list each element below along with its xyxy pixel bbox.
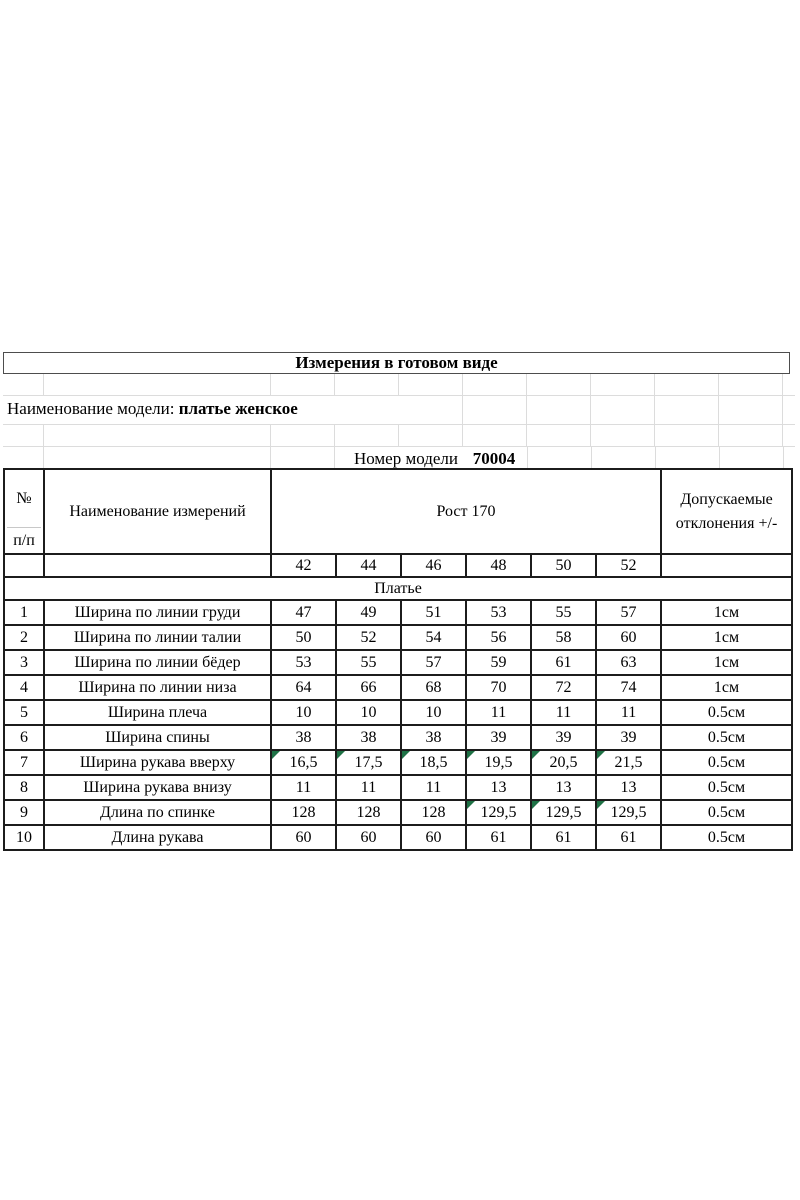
tolerance-value: 1см: [661, 650, 792, 675]
size-value-flagged: 21,5: [596, 750, 661, 775]
empty-cell: [4, 554, 44, 577]
table-row: [4, 700, 792, 725]
size-value: 57: [401, 650, 466, 675]
size-value: 13: [531, 775, 596, 800]
size-value: 55: [531, 600, 596, 625]
size-value-flagged: 18,5: [401, 750, 466, 775]
table-row: [4, 650, 792, 675]
size-value: 128: [271, 800, 336, 825]
model-name-value: платье женское: [178, 399, 298, 418]
model-number-label: Номер модели: [353, 449, 458, 468]
empty-cell: [44, 554, 271, 577]
tolerance-value: 1см: [661, 600, 792, 625]
size-value: 38: [401, 725, 466, 750]
size-value: 128: [401, 800, 466, 825]
size-value: 13: [466, 775, 531, 800]
size-value: 11: [336, 775, 401, 800]
size-header: 52: [596, 554, 661, 577]
measurement-name: Ширина по линии низа: [44, 675, 271, 700]
gridline-band: [3, 424, 795, 446]
size-value: 38: [336, 725, 401, 750]
size-value: 55: [336, 650, 401, 675]
row-number: 9: [4, 800, 44, 825]
row-number: 4: [4, 675, 44, 700]
col-header-num: [4, 469, 44, 554]
row-number: 2: [4, 625, 44, 650]
size-value: 56: [466, 625, 531, 650]
table-row: [4, 625, 792, 650]
table-row: [4, 775, 792, 800]
col-header-height-group: Рост 170: [271, 469, 661, 554]
size-value: 57: [596, 600, 661, 625]
size-value: 68: [401, 675, 466, 700]
measurement-name: Ширина спины: [44, 725, 271, 750]
size-value: 59: [466, 650, 531, 675]
size-value: 10: [401, 700, 466, 725]
size-value: 61: [531, 825, 596, 850]
measurements-table: [3, 468, 793, 851]
size-value: 39: [596, 725, 661, 750]
size-value-flagged: 16,5: [271, 750, 336, 775]
size-value: 38: [271, 725, 336, 750]
size-header: 44: [336, 554, 401, 577]
size-value: 60: [336, 825, 401, 850]
size-value: 72: [531, 675, 596, 700]
model-number-value: 70004: [472, 449, 516, 468]
tolerance-value: 0.5см: [661, 700, 792, 725]
tolerance-value: 0.5см: [661, 800, 792, 825]
size-value: 53: [466, 600, 531, 625]
col-header-tolerance: Допускаемые отклонения +/-: [661, 469, 792, 554]
measurement-name: Ширина по линии бёдер: [44, 650, 271, 675]
size-value-flagged: 19,5: [466, 750, 531, 775]
sizes-header-row: [4, 554, 792, 577]
size-value: 50: [271, 625, 336, 650]
size-value: 39: [531, 725, 596, 750]
size-value: 11: [596, 700, 661, 725]
size-value: 53: [271, 650, 336, 675]
size-value: 60: [596, 625, 661, 650]
table-row: [4, 725, 792, 750]
col-header-measurement-name: Наименование измерений: [44, 469, 271, 554]
table-row: [4, 600, 792, 625]
size-value: 58: [531, 625, 596, 650]
table-row: [4, 675, 792, 700]
section-row: [4, 577, 792, 600]
row-number: 1: [4, 600, 44, 625]
measurement-name: Длина по спинке: [44, 800, 271, 825]
model-name-label: Наименование модели:: [7, 399, 175, 418]
size-header: 50: [531, 554, 596, 577]
size-value: 128: [336, 800, 401, 825]
model-name-row: [7, 399, 298, 419]
col-header-num-line1: №: [7, 470, 41, 528]
size-value: 11: [271, 775, 336, 800]
size-value: 10: [336, 700, 401, 725]
size-value: 74: [596, 675, 661, 700]
tolerance-value: 0.5см: [661, 775, 792, 800]
measurement-name: Ширина по линии талии: [44, 625, 271, 650]
size-value: 60: [401, 825, 466, 850]
row-number: 8: [4, 775, 44, 800]
table-row: [4, 750, 792, 775]
row-number: 5: [4, 700, 44, 725]
size-value: 51: [401, 600, 466, 625]
measurement-name: Ширина рукава вверху: [44, 750, 271, 775]
size-header: 48: [466, 554, 531, 577]
size-value-flagged: 129,5: [466, 800, 531, 825]
size-value-flagged: 17,5: [336, 750, 401, 775]
size-value-flagged: 129,5: [596, 800, 661, 825]
size-value: 47: [271, 600, 336, 625]
size-value-flagged: 129,5: [531, 800, 596, 825]
sheet-title-text: Измерения в готовом виде: [295, 353, 498, 372]
size-header: 42: [271, 554, 336, 577]
size-value: 52: [336, 625, 401, 650]
row-number: 7: [4, 750, 44, 775]
table-row: [4, 825, 792, 850]
tolerance-value: 0.5см: [661, 750, 792, 775]
tolerance-value: 1см: [661, 675, 792, 700]
measurement-name: Ширина рукава внизу: [44, 775, 271, 800]
size-value: 39: [466, 725, 531, 750]
size-value: 63: [596, 650, 661, 675]
size-value: 61: [531, 650, 596, 675]
col-header-num-line2: п/п: [13, 531, 35, 549]
section-label: Платье: [4, 577, 792, 600]
tolerance-value: 0.5см: [661, 825, 792, 850]
size-value: 10: [271, 700, 336, 725]
row-number: 10: [4, 825, 44, 850]
row-number: 3: [4, 650, 44, 675]
measurement-name: Ширина плеча: [44, 700, 271, 725]
size-value: 61: [466, 825, 531, 850]
table-header-row: [4, 469, 792, 554]
size-value-flagged: 20,5: [531, 750, 596, 775]
size-value: 61: [596, 825, 661, 850]
size-value: 11: [531, 700, 596, 725]
empty-cell: [661, 554, 792, 577]
size-value: 60: [271, 825, 336, 850]
size-value: 64: [271, 675, 336, 700]
gridline-band: [3, 374, 795, 395]
size-value: 49: [336, 600, 401, 625]
size-value: 66: [336, 675, 401, 700]
tolerance-value: 1см: [661, 625, 792, 650]
size-value: 70: [466, 675, 531, 700]
size-value: 13: [596, 775, 661, 800]
size-value: 11: [401, 775, 466, 800]
size-value: 54: [401, 625, 466, 650]
measurement-name: Ширина по линии груди: [44, 600, 271, 625]
sheet-title: [3, 352, 790, 374]
measurement-name: Длина рукава: [44, 825, 271, 850]
size-header: 46: [401, 554, 466, 577]
table-row: [4, 800, 792, 825]
row-number: 6: [4, 725, 44, 750]
size-value: 11: [466, 700, 531, 725]
tolerance-value: 0.5см: [661, 725, 792, 750]
